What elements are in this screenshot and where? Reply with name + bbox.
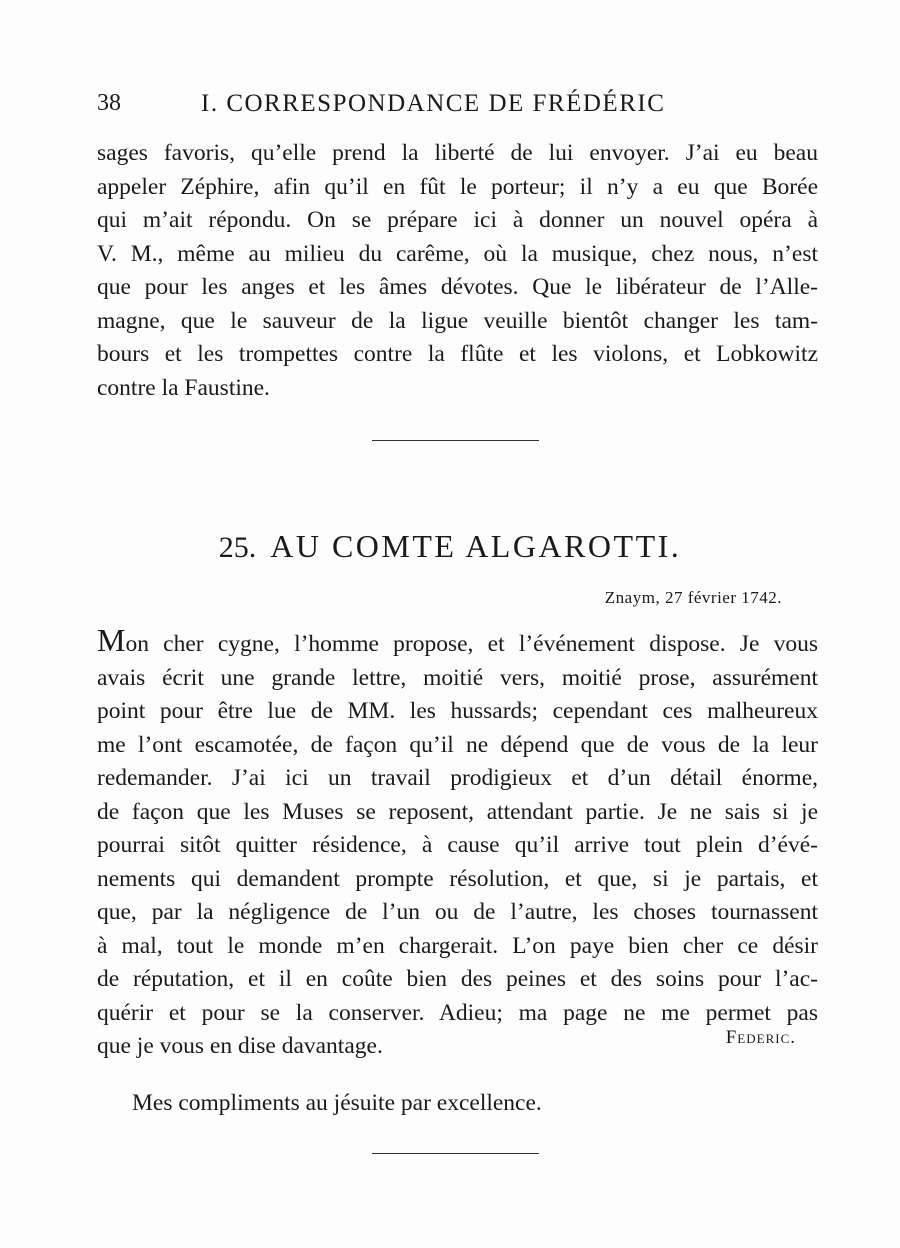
section-divider bbox=[372, 440, 539, 441]
text-line: Mon cher cygne, l’homme propose, et l’événement dispose. Je vous bbox=[97, 622, 818, 658]
text-line: point pour être lue de MM. les hussards; cependant ces malheureux bbox=[97, 698, 818, 724]
text-line: que je vous en dise davantage. bbox=[97, 1033, 383, 1059]
signature: Federic. bbox=[725, 1027, 796, 1048]
text-line: avais écrit une grande lettre, moitié vers, moitié prose, assurément bbox=[97, 664, 818, 691]
text-line: de réputation, et il en coûte bien des peines et des soins pour l’ac- bbox=[97, 966, 818, 992]
running-title: I. CORRESPONDANCE DE FRÉDÉRIC bbox=[201, 90, 666, 117]
text-line: à mal, tout le monde m’en chargerait. L’on paye bien cher ce désir bbox=[97, 932, 818, 959]
text-line: qui m’ait répondu. On se prépare ici à donner un nouvel opéra à bbox=[97, 207, 818, 233]
text-line: nements qui demandent prompte résolution, et que, si je partais, et bbox=[97, 865, 818, 892]
text-line: appeler Zéphire, afin qu’il en fût le porteur; il n’y a eu que Borée bbox=[97, 173, 818, 200]
text-line: quérir et pour se la conserver. Adieu; ma page ne me permet pas bbox=[97, 999, 818, 1026]
section-divider bbox=[372, 1153, 539, 1154]
letter-body bbox=[97, 622, 818, 1064]
running-head bbox=[97, 90, 817, 124]
text-line: magne, que le sauveur de la ligue veuille bientôt changer les tam- bbox=[97, 307, 818, 334]
text-line: sages favoris, qu’elle prend la liberté de lui envoyer. J’ai eu beau bbox=[97, 140, 818, 166]
text-line: que pour les anges et les âmes dévotes. Que le libérateur de l’Alle- bbox=[97, 274, 818, 300]
previous-letter-text bbox=[97, 137, 818, 405]
text-line: que, par la négligence de l’un ou de l’autre, les choses tournassent bbox=[97, 899, 818, 925]
dateline: Znaym, 27 février 1742. bbox=[604, 588, 782, 607]
text-line: bours et les trompettes contre la flûte et les violons, et Lobkowitz bbox=[97, 341, 818, 367]
letter-title: AU COMTE ALGAROTTI. bbox=[270, 528, 682, 564]
text-line: me l’ont escamotée, de façon qu’il ne dépend que de vous de la leur bbox=[97, 731, 818, 758]
text-line: redemander. J’ai ici un travail prodigieux et d’un détail énorme, bbox=[97, 765, 818, 791]
drop-cap: M bbox=[97, 622, 126, 658]
page-number: 38 bbox=[97, 90, 121, 116]
text-line: pourrai sitôt quitter résidence, à cause qu’il arrive tout plein d’évé- bbox=[97, 832, 818, 858]
text-line: contre la Faustine. bbox=[97, 374, 270, 401]
postscript: Mes compliments au jésuite par excellence. bbox=[132, 1090, 542, 1116]
letter-heading bbox=[0, 528, 900, 565]
text-line: V. M., même au milieu du carême, où la musique, chez nous, n’est bbox=[97, 240, 818, 267]
letter-number: 25. bbox=[218, 531, 257, 564]
text-line: de façon que les Muses se reposent, attendant partie. Je ne sais si je bbox=[97, 798, 818, 825]
